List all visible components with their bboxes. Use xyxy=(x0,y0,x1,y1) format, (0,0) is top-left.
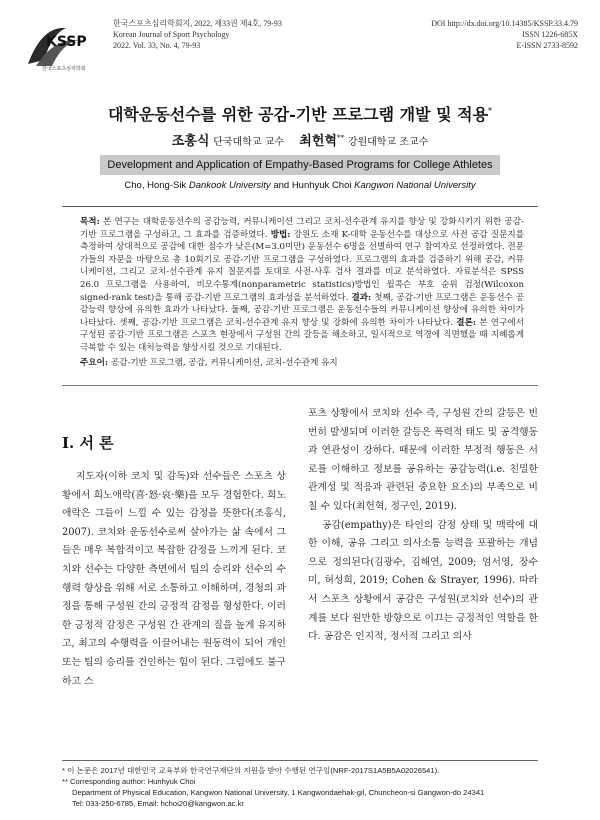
logo-caption: 한국스포츠심리학회 xyxy=(42,66,86,72)
paper-title-text: 대학운동선수를 위한 공감-기반 프로그램 개발 및 적용 xyxy=(107,105,489,124)
journal-logo xyxy=(22,20,100,72)
abstract xyxy=(80,216,524,355)
doi-link[interactable]: DOI http://dx.doi.org/10.14385/KSSP.33.4.79 xyxy=(431,19,578,28)
body-left-column xyxy=(62,468,286,691)
journal-citation-korean: 한국스포츠심리학회지, 2022, 제33권 제4호, 79-93 xyxy=(113,19,282,28)
author2-mark: ** xyxy=(336,134,344,142)
footnote-divider xyxy=(62,760,538,761)
abstract-method-text: 강원도 소재 K-대학 운동선수를 대상으로 사전 공감 질문지를 측정하여 상대적으로 공감에 대한 점수가 낮은(M=3.0미만) 운동선수 6명을 선별하여 연구 참여자로 선정하였다. 전문가들의 자문을 바탕으로 총 10회기로 공감-기반 프로그램을 구성하였다. 프로그램의 효과를 검증하기 위해 공감, 커뮤니케이션, 그리고 코치-선수관계 유지 질문지를 토대로 사전-사후 검사 결과를 비교 분석하였다. 자료분석은 SPSS 26.0 프로그램을 사용하여, 비모수통계(nonparametric statistics)방법인 윌콕슨 부호 순위 검정(Wilcoxon signed-rank test)을 통해 공감-기반 프로그램의 효과성을 분석하였다. xyxy=(80,229,524,303)
keywords-text: 공감-기반 프로그램, 공감, 커뮤니케이션, 코치-선수관계 유지 xyxy=(108,358,338,368)
abstract-purpose-text: 본 연구는 대학운동선수의 공감능력, 커뮤니케이션 그리고 코치-선수관계 유지를 향상 및 강화시키기 위한 공감-기반 프로그램을 구성하고, 그 효과를 검증하였다. xyxy=(80,217,524,240)
body-paragraph: 공감(empathy)은 타인의 감정 상태 및 맥락에 대한 이해, 공유 그리고 의사소통 능력을 포괄하는 개념으로 정의된다(김광수, 김해연, 2009; 엄서영, 장수미, 허성희, 2019; Cohen & Strayer, 1996). 따라서 스포츠 상황에서 공감은 구성원(코치와 선수)의 관계를 보다 원만한 방향으로 이끄는 긍정적인 역할을 한다. 공감은 인지적, 정서적 그리고 의사 xyxy=(308,519,539,643)
author1-name: 조홍식 xyxy=(171,134,210,149)
keywords xyxy=(80,356,520,368)
abstract-conclusion-text: 본 연구에서 구성된 공감-기반 프로그램은 스포츠 현장에서 구성원 간의 갈등을 해소하고, 일시적으로 역경에 직면했을 때 지혜롭게 극복할 수 있는 대처능력을 향상시킬 것으로 기대된다. xyxy=(80,317,524,353)
author1-affiliation: 단국대학교 교수 xyxy=(213,137,285,148)
author2-name: 최헌혁 xyxy=(299,134,337,149)
footnote-address: Department of Physical Education, Kangwon National University, 1 Kangwondaehak-gil, Chuncheon-si Gangwon-do 24341 xyxy=(72,788,485,797)
authors-english xyxy=(0,180,600,191)
title-footnote-mark: * xyxy=(488,106,493,116)
author1-english: Cho, Hong-Sik xyxy=(124,180,187,191)
footnote-contact[interactable]: Tel: 033-250-6785, Email: hchoi20@kangwon.ac.kr xyxy=(72,799,244,808)
issn: ISSN 1226-685X xyxy=(522,30,578,39)
authors-conjunction: and xyxy=(273,180,290,191)
footnotes xyxy=(62,765,542,809)
abstract-purpose-label: 목적: xyxy=(80,217,100,227)
body-paragraph: 지도자(이하 코치 및 감독)와 선수들은 스포츠 상황에서 희노애락(喜·怒·哀·樂)을 모두 경험한다. 희노애락은 그들이 느낄 수 있는 감정을 뜻한다(조홍식, 2007). 코치와 운동선수로써 살아가는 삶 속에서 그들은 매우 복합적이고 복잡한 감정을 느끼게 된다. 코치와 선수는 다양한 측면에서 팀의 승리와 선수의 수행력 향상을 위해 서로 소통하고 이해하며, 경청의 과정을 통해 구성원 간의 긍정적 감정을 형성한다. 이러한 긍정적 감정은 구성원 간 관계의 질을 높게 유지하고, 최고의 수행력을 이끌어내는 원동력이 되어 개인 또는 팀의 승리를 견인하는 힘이 된다. 그럼에도 불구하고 스 xyxy=(62,471,286,687)
paper-title xyxy=(0,102,600,125)
author1-english-affiliation: Dankook University xyxy=(188,180,271,191)
journal-volume: 2022. Vol. 33, No. 4, 79-93 xyxy=(113,41,201,50)
authors-korean xyxy=(0,130,600,149)
journal-header-right xyxy=(431,18,578,51)
abstract-result-label: 결과: xyxy=(351,292,372,303)
body-paragraph: 포츠 상황에서 코치와 선수 즉, 구성원 간의 갈등은 빈번히 발생되며 이러한 갈등은 폭력적 태도 및 공격행동과 연관성이 강하다. 때문에 이러한 부정적 행동은 서로를 이해하고 정보를 공유하는 공감능력(i.e. 친밀한 관계성 및 적응과 관련된 중요한 요소)의 부족으로 비칠 수 있다(최헌혁, 정구인, 2019). xyxy=(308,408,539,512)
abstract-method-label: 방법: xyxy=(270,229,291,240)
author2-english-affiliation: Kangwon National University xyxy=(354,180,476,191)
body-right-column xyxy=(308,405,538,647)
section-heading: I. 서 론 xyxy=(62,434,114,452)
e-issn: E-ISSN 2733-8592 xyxy=(516,41,578,50)
author2-affiliation: 강원대학교 조교수 xyxy=(347,137,429,148)
logo-text: KSSP xyxy=(46,34,87,50)
kssp-logo-icon xyxy=(22,20,100,72)
keywords-label: 주요어: xyxy=(80,358,109,368)
abstract-conclusion-label: 결론: xyxy=(456,317,477,328)
author2-english: Hunhyuk Choi xyxy=(291,180,352,191)
footnote-funding: * 이 논문은 2017년 대한민국 교육부와 한국연구재단의 지원을 받아 수행된 연구임(NRF-2017S1A5B5A02026541). xyxy=(62,766,440,775)
journal-name-english: Korean Journal of Sport Psychology xyxy=(113,30,230,39)
footnote-corresponding: ** Corresponding author: Hunhyuk Choi xyxy=(62,777,196,786)
journal-header-left xyxy=(113,18,282,51)
abstract-result-text: 첫째, 공감-기반 프로그램은 운동선수 공감능력 향상에 유의한 효과가 나타났다. 둘째, 공감-기반 프로그램은 운동선수들의 커뮤니케이션 향상에 유의한 차이가 나타났다. 셋째, 공감-기반 프로그램은 코치-선수관계 유지 향상 및 강화에 유의한 차이가 나타났다. xyxy=(80,292,524,328)
english-title: Development and Application of Empathy-Based Programs for College Athletes xyxy=(100,155,500,175)
